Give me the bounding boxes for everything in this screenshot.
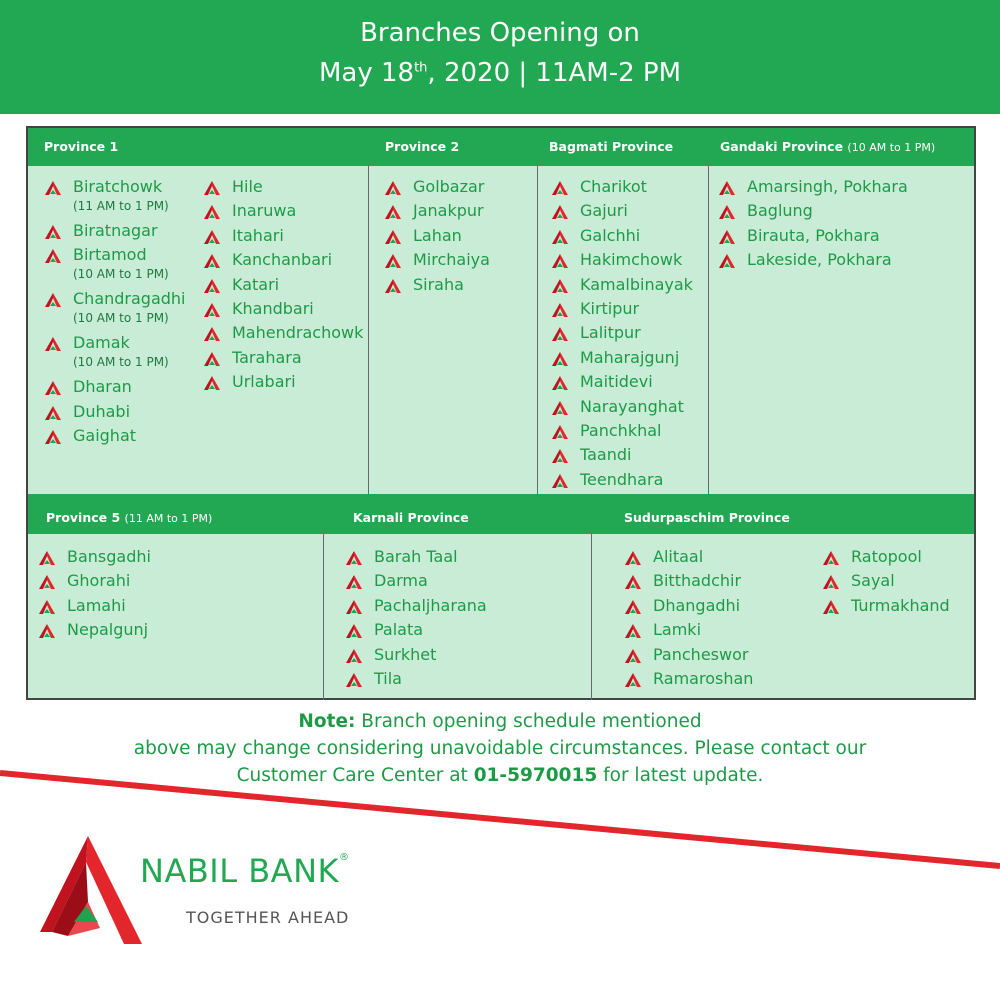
branch-name: Inaruwa [232, 201, 297, 221]
p5-title: Province 5 [46, 510, 121, 525]
bagmati-heading: Bagmati Province [549, 139, 674, 154]
branch-name: Amarsingh, Pokhara [747, 177, 908, 196]
branch-name: Narayanghat [580, 396, 684, 416]
branch-name: Biratchowk [73, 177, 163, 196]
branch-name: Darma [374, 571, 428, 591]
branch-name: Damak [73, 333, 130, 353]
sudurpaschim-heading: Sudurpaschim Province [624, 510, 790, 525]
branch-name: Katari [232, 274, 280, 294]
branch-hours: (10 AM to 1 PM) [73, 355, 169, 370]
branch-name: Taandi [580, 445, 632, 465]
branch-name: Kirtipur [580, 298, 640, 318]
nabil-logo-icon [28, 832, 144, 948]
branch-name: Janakpur [413, 201, 484, 221]
note-text-1: Branch opening schedule mentioned [361, 711, 702, 732]
branch-name: Lamki [653, 620, 702, 640]
branch-name: Mirchaiya [413, 250, 490, 270]
branch-name: Maharajgunj [580, 347, 680, 367]
date-text: May 18 [318, 58, 415, 88]
branch-name: Panchkhal [580, 420, 662, 440]
branch-name: Bitthadchir [653, 571, 742, 591]
note-label: Note: [298, 711, 356, 732]
branch-name: Palata [374, 620, 424, 640]
brand-name [140, 852, 349, 890]
branch-name: Hakimchowk [580, 250, 683, 270]
branch-name: Galchhi [580, 225, 641, 245]
branch-name: Teendhara [580, 469, 664, 489]
branch-hours: (10 AM to 1 PM) [73, 311, 169, 326]
phone-number: 01-5970015 [473, 765, 598, 786]
branch-name: Charikot [580, 177, 647, 196]
province-1-heading: Province 1 [44, 139, 119, 154]
branch-name: Baglung [747, 201, 813, 221]
branch-name: Bansgadhi [67, 547, 151, 566]
branch-name: Sayal [851, 571, 895, 591]
gandaki-hours: (10 AM to 1 PM) [847, 141, 936, 154]
branch-name: Barah Taal [374, 547, 458, 566]
branch-name: Dhangadhi [653, 595, 741, 615]
karnali-heading: Karnali Province [353, 510, 469, 525]
branch-name: Birauta, Pokhara [747, 225, 880, 245]
brand-tagline: TOGETHER AHEAD [186, 908, 350, 927]
branch-name: Ramaroshan [653, 668, 754, 688]
note-text-4: for latest update. [603, 765, 764, 786]
branch-name: Ratopool [851, 547, 922, 566]
branch-name: Kanchanbari [232, 250, 333, 270]
header-title: Branches Opening on [360, 18, 640, 48]
branch-name: Urlabari [232, 372, 296, 392]
branch-name: Itahari [232, 225, 284, 245]
branch-name: Golbazar [413, 177, 485, 196]
branch-name: Lakeside, Pokhara [747, 250, 892, 270]
registered-mark: ® [338, 852, 350, 863]
brand-text: NABIL BANK [140, 852, 339, 890]
branch-name: Khandbari [232, 298, 314, 318]
branch-hours: (10 AM to 1 PM) [73, 267, 169, 282]
province-2-heading: Province 2 [385, 139, 460, 154]
branch-name: Turmakhand [851, 595, 950, 615]
branch-name: Kamalbinayak [580, 274, 693, 294]
branch-name: Pancheswor [653, 644, 749, 664]
branch-name: Dharan [73, 377, 132, 397]
branch-name: Chandragadhi [73, 289, 186, 309]
branch-name: Hile [232, 177, 263, 196]
branch-name: Tila [374, 668, 402, 688]
date-time-text: , 2020 | 11AM-2 PM [427, 58, 682, 88]
branch-hours: (11 AM to 1 PM) [73, 199, 169, 213]
date-suffix: th [414, 60, 428, 76]
note-text-3: Customer Care Center at [236, 765, 468, 786]
branch-name: Ghorahi [67, 571, 131, 591]
branch-name: Siraha [413, 274, 464, 294]
branch-name: Maitidevi [580, 372, 653, 392]
branch-name: Gaighat [73, 426, 137, 446]
branch-name: Pachaljharana [374, 595, 487, 615]
branch-name: Tarahara [232, 347, 302, 367]
branch-name: Mahendrachowk [232, 323, 364, 343]
branch-name: Biratnagar [73, 221, 158, 240]
branch-name: Birtamod [73, 245, 147, 265]
note-line-2: above may change considering unavoidable circumstances. Please contact our [133, 738, 867, 759]
branch-name: Surkhet [374, 644, 437, 664]
branch-name: Lamahi [67, 595, 126, 615]
branch-name: Alitaal [653, 547, 704, 566]
gandaki-title: Gandaki Province [720, 139, 844, 154]
branch-name: Lalitpur [580, 323, 641, 343]
branch-name: Duhabi [73, 401, 131, 421]
branch-name: Nepalgunj [67, 620, 149, 640]
branch-name: Lahan [413, 225, 462, 245]
branch-name: Gajuri [580, 201, 628, 221]
p5-hours: (11 AM to 1 PM) [124, 512, 213, 525]
